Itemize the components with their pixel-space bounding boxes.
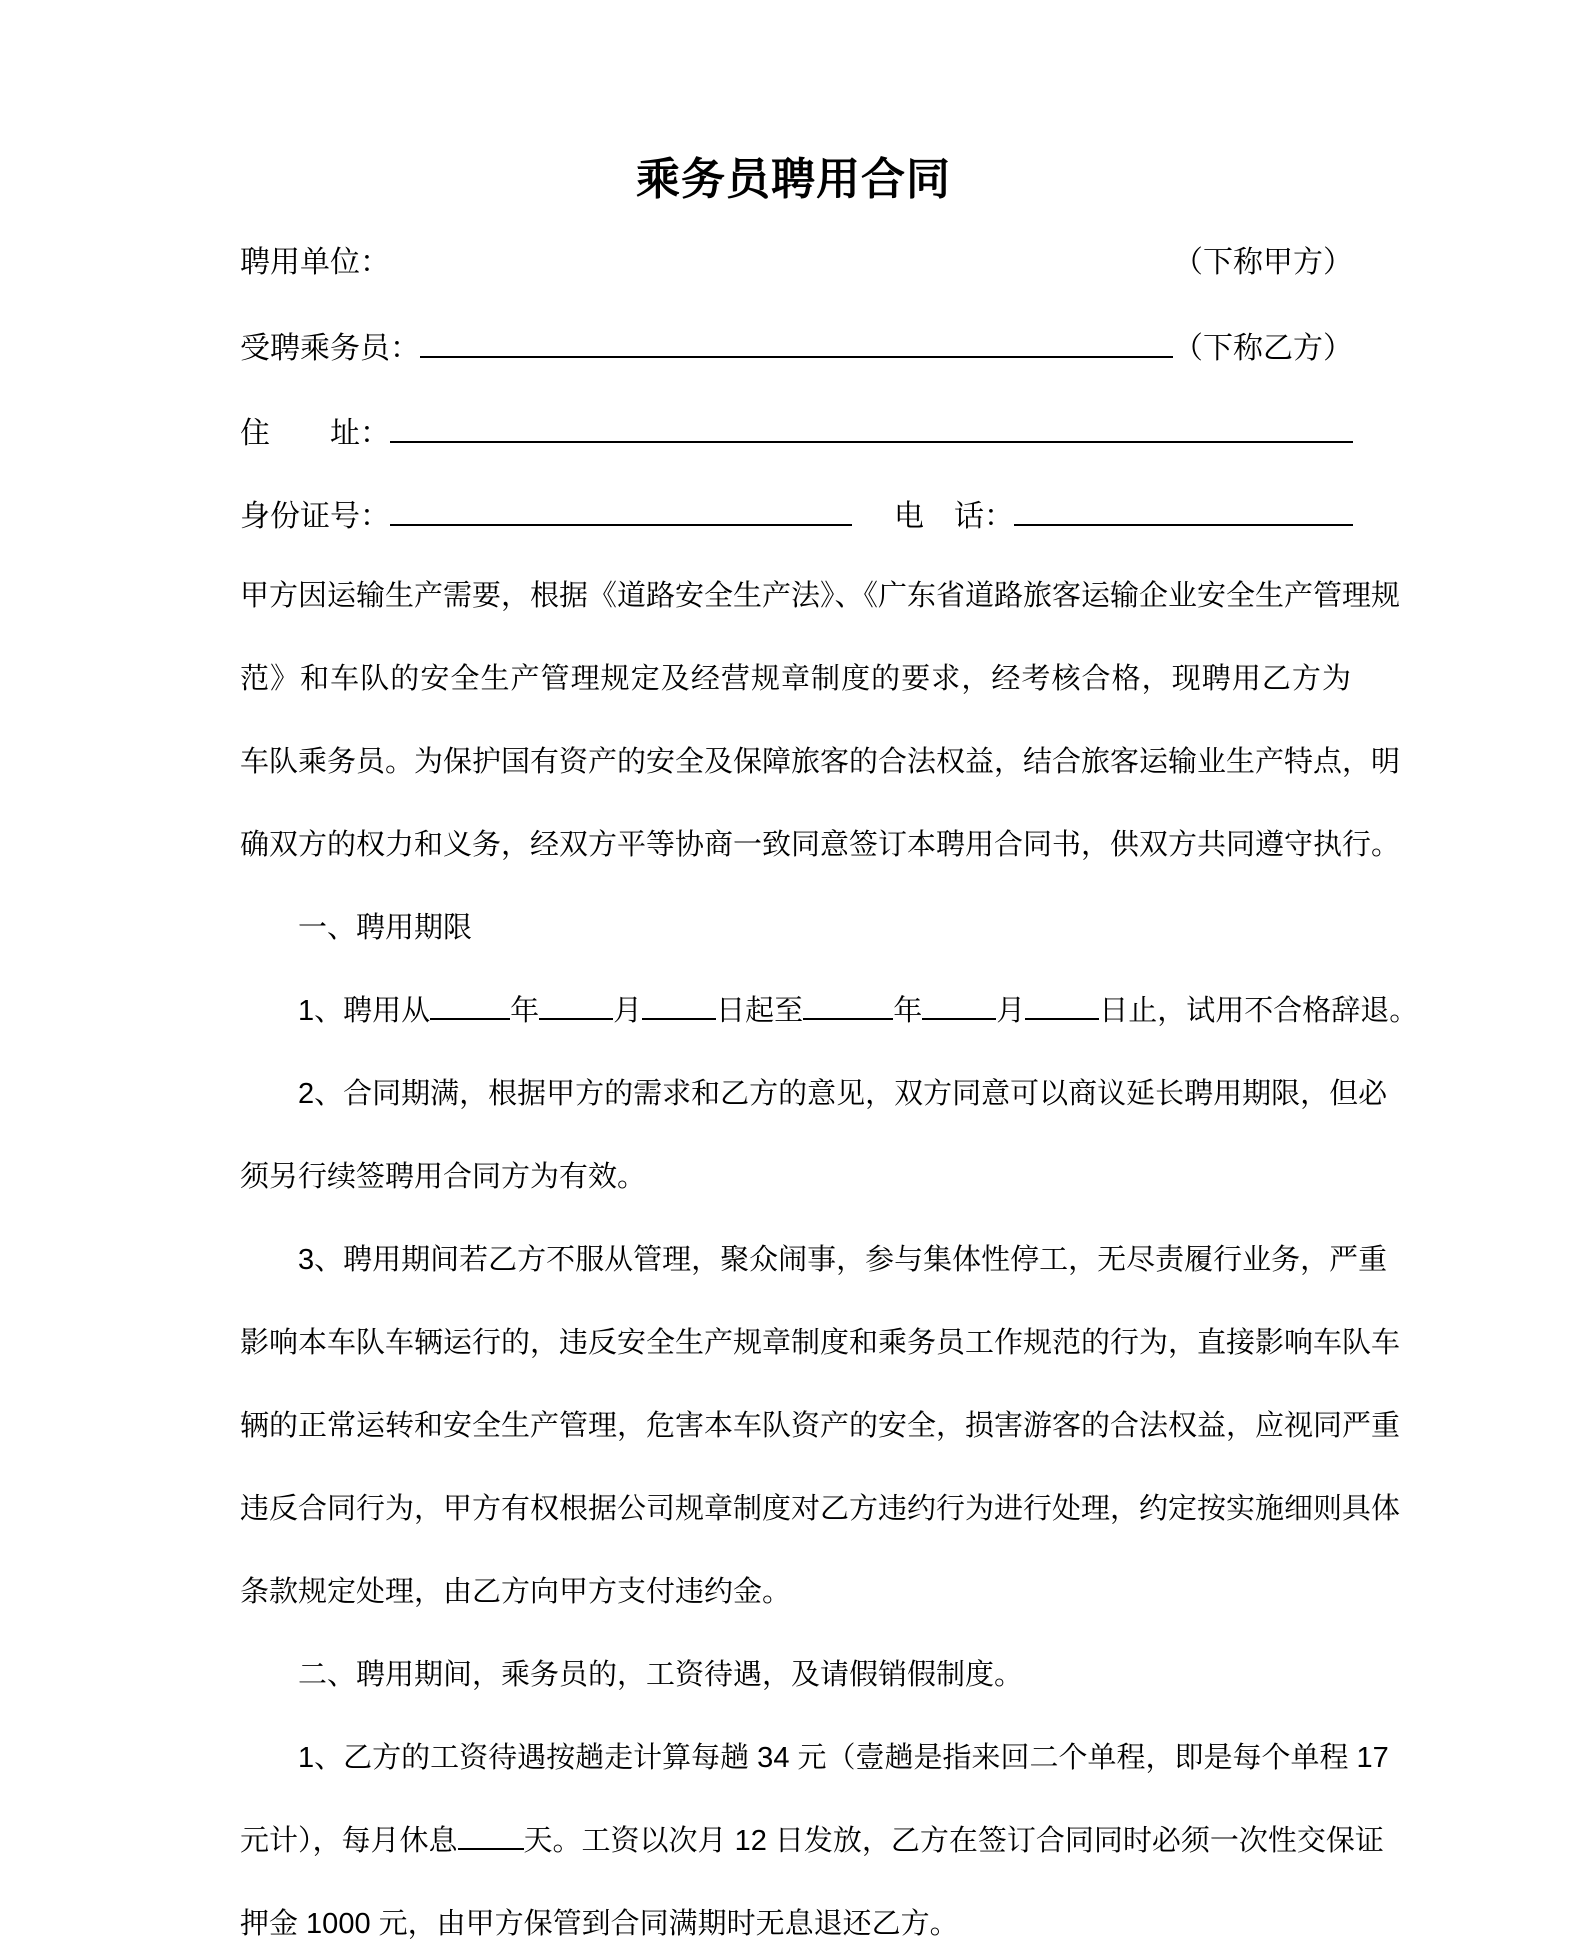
year-to-label: 年 <box>893 995 923 1027</box>
id-number-field-label: 身份证号： <box>240 500 390 533</box>
crew-field-label: 受聘乘务员： <box>240 332 420 365</box>
clause-2-1-line-2-lead: 元计），每月休息 <box>240 1825 458 1857</box>
day-to-blank-line <box>1025 1016 1099 1020</box>
section-1-heading: 一、聘用期限 <box>298 912 473 944</box>
address-blank-line <box>390 441 1353 443</box>
clause-1-1-tail: 日止，试用不合格辞退。 <box>1099 995 1419 1027</box>
clause-1-3-line-2: 影响本车队车辆运行的，违反安全生产规章制度和乘务员工作规范的行为，直接影响车队车 <box>240 1327 1401 1359</box>
month-from-label: 月 <box>613 995 643 1027</box>
clause-1-1-mid: 日起至 <box>716 995 804 1027</box>
employer-field-label: 聘用单位： <box>240 246 390 279</box>
field-row-crew-member <box>240 326 1353 372</box>
party-a-note: （下称甲方） <box>1173 246 1353 279</box>
clause-1-3-line-5: 条款规定处理，由乙方向甲方支付违约金。 <box>240 1576 792 1608</box>
id-number-blank-line <box>390 524 852 526</box>
clause-2-1-line-3: 押金 1000 元，由甲方保管到合同满期时无息退还乙方。 <box>240 1908 959 1940</box>
rest-days-blank-line <box>458 1846 524 1850</box>
crew-name-blank-line <box>420 356 1173 358</box>
month-to-blank-line <box>922 1016 996 1020</box>
day-from-blank-line <box>642 1016 716 1020</box>
year-from-label: 年 <box>510 995 540 1027</box>
intro-line-1: 甲方因运输生产需要，根据《道路安全生产法》、《广东省道路旅客运输企业安全生产管理规 <box>240 580 1401 612</box>
year-to-blank-line <box>803 1016 893 1020</box>
section-2-heading: 二、聘用期间，乘务员的，工资待遇，及请假销假制度。 <box>298 1659 1024 1691</box>
address-field-label: 住 址： <box>240 417 390 450</box>
intro-line-4: 确双方的权力和义务，经双方平等协商一致同意签订本聘用合同书，供双方共同遵守执行。 <box>240 829 1401 861</box>
clause-1-1-hire-dates <box>240 970 1419 1053</box>
clause-2-1-line-2-tail: 天。工资以次月 12 日发放，乙方在签订合同同时必须一次性交保证 <box>523 1825 1384 1857</box>
month-to-label: 月 <box>996 995 1026 1027</box>
party-b-note: （下称乙方） <box>1173 332 1353 365</box>
clause-1-2-line-1: 2、合同期满，根据甲方的需求和乙方的意见，双方同意可以商议延长聘用期限，但必 <box>298 1078 1388 1110</box>
month-from-blank-line <box>539 1016 613 1020</box>
field-row-id-and-phone <box>240 494 1353 540</box>
clause-2-1-line-2-rest-days <box>240 1800 1384 1883</box>
clause-1-3-line-1: 3、聘用期间若乙方不服从管理，聚众闹事，参与集体性停工，无尽责履行业务，严重 <box>298 1244 1388 1276</box>
clause-1-3-line-4: 违反合同行为，甲方有权根据公司规章制度对乙方违约行为进行处理，约定按实施细则具体 <box>240 1493 1401 1525</box>
intro-line-3: 车队乘务员。为保护国有资产的安全及保障旅客的合法权益，结合旅客运输业生产特点，明 <box>240 746 1401 778</box>
clause-1-3-line-3: 辆的正常运转和安全生产管理，危害本车队资产的安全，损害游客的合法权益，应视同严重 <box>240 1410 1401 1442</box>
clause-2-1-line-1: 1、乙方的工资待遇按趟走计算每趟 34 元（壹趟是指来回二个单程，即是每个单程 17 <box>298 1742 1389 1774</box>
year-from-blank-line <box>430 1016 510 1020</box>
phone-blank-line <box>1014 524 1353 526</box>
phone-field-label: 电 话： <box>894 500 1014 533</box>
clause-1-1-lead: 1、聘用从 <box>298 995 431 1027</box>
intro-line-2: 范》和车队的安全生产管理规定及经营规章制度的要求，经考核合格，现聘用乙方为 <box>240 663 1351 695</box>
document-title: 乘务员聘用合同 <box>636 155 951 204</box>
field-row-address <box>240 411 1353 457</box>
clause-1-2-line-2: 须另行续签聘用合同方为有效。 <box>240 1161 647 1193</box>
field-row-employer <box>240 240 1353 286</box>
contract-body <box>240 555 1419 1946</box>
